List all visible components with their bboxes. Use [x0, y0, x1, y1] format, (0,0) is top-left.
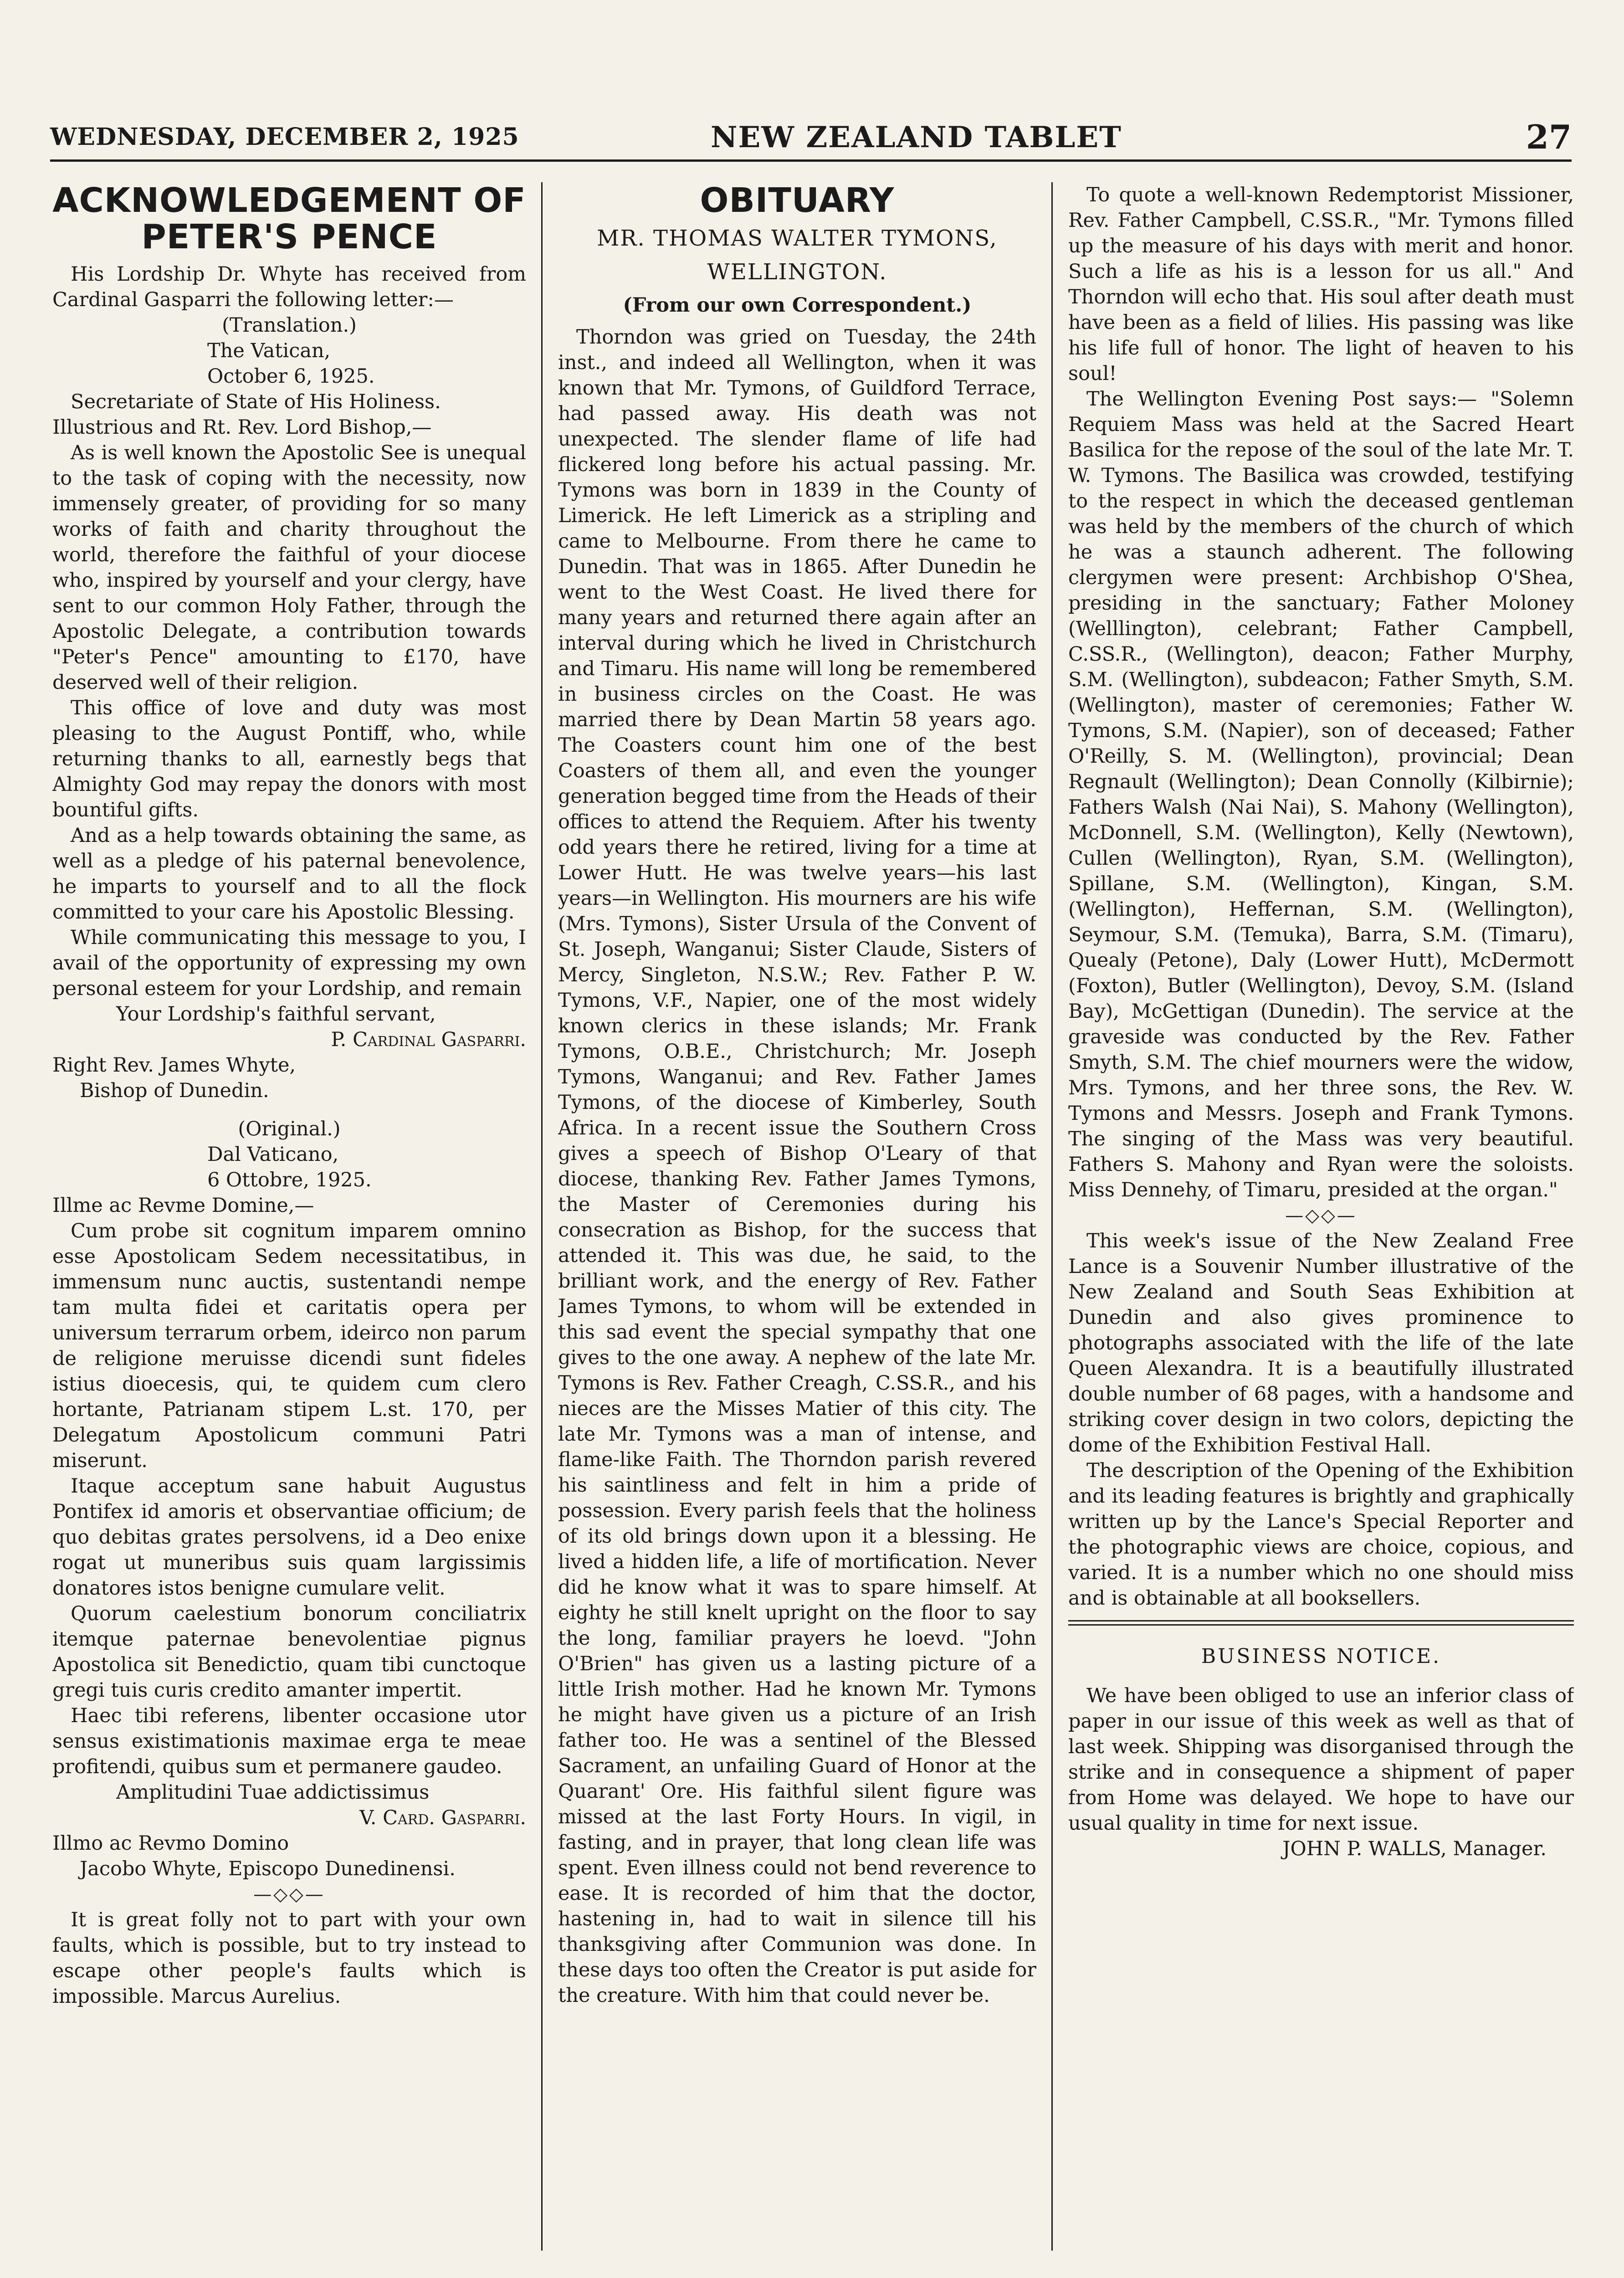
free-lance-paragraph: This week's issue of the New Zealand Free Lance is a Souvenir Number illustrative of the New Zealand and South Seas Exhibition at Dunedin and also gives prominence to photographs associated with the life of the late Queen Alexandra. It is a beautifully illustrated double number of 68 pages, with a handsome and striking cover design in two colors, depicting the dome of the Exhibition Festival Hall. — [1068, 1230, 1574, 1457]
latin-closing: Amplitudini Tuae addictissimus — [116, 1781, 430, 1804]
business-notice-body: We have been obliged to use an inferior class of paper in our issue of this week as well as that of last week. Shipping was disorganised through the strike and in consequence a shipment of paper from Home was delayed. We hope to have our usual quality in time for next issue. — [1068, 1684, 1574, 1835]
latin-paragraph: Cum probe sit cognitum imparem omnino esse Apostolicam Sedem necessitatibus, in immensum nunc auctis, sustentandi nempe tam multa fidei et caritatis opera per universum terrarum orbem, ideirco non parum de religione meruisse dicendi sunt fideles istius dioecesis, qui, te quidem cum clero hortante, Patrianam stipem L.st. 170, per Delegatum Apostolicum communi Patri miserunt. — [52, 1220, 526, 1472]
column-rule-2 — [1051, 182, 1053, 2251]
article-title-obituary: OBITUARY — [700, 182, 895, 220]
latin-signer: V. Card. Gasparri. — [359, 1806, 526, 1829]
original-place: Dal Vaticano, — [207, 1143, 339, 1166]
addressee-line: Right Rev. James Whyte, — [52, 1054, 296, 1077]
latin-addressee: Jacobo Whyte, Episcopo Dunedinensi. — [80, 1857, 456, 1880]
translation-label: (Translation.) — [222, 314, 357, 337]
intro-paragraph: His Lordship Dr. Whyte has received from Cardinal Gasparri the following letter:— — [52, 263, 526, 311]
free-lance-paragraph: The description of the Opening of the Exhibition and its leading features is brightly and graphically written up by the Lance's Special Reporter and the photographic views are choice, copious, and varied. It is a number which no one should miss and is obtainable at all booksellers. — [1068, 1459, 1574, 1610]
evening-post-paragraph: The Wellington Evening Post says:— "Solemn Requiem Mass was held at the Sacred Heart Basilica for the repose of the soul of the late Mr. T. W. Tymons. The Basilica was crowded, testifying to the respect in which the deceased gentleman was held by the members of the church of which he was a staunch adherent. The following clergymen were present: Archbishop O'Shea, presiding in the sanctuary; Father Moloney (Welllington), celebrant; Father Campbell, C.SS.R., (Wellington), deacon; Father Murphy, S.M. (Wellington), subdeacon; Father Smyth, S.M. (Wellington), master of ceremonies; Father W. Tymons, S.M. (Napier), son of deceased; Father O'Reilly, S. M. (Wellington), provincial; Dean Regnault (Wellington); Dean Connolly (Kilbirnie); Fathers Walsh (Nai Nai), S. Mahony (Wellington), McDonnell, S.M. (Wellington), Kelly (Newtown), Cullen (Wellington), Ryan, S.M. (Wellington), Spillane, S.M. (Wellington), Kingan, S.M. (Wellington), Heffernan, S.M. (Wellington), Seymour, S.M. (Temuka), Barra, S.M. (Timaru), Quealy (Petone), Daly (Lower Hutt), McDermott (Foxton), Butler (Wellington), Devoy, S.M. (Island Bay), McGettigan (Dunedin). The service at the graveside was conducted by the Rev. Father Smyth, S.M. The chief mourners were the widow, Mrs. Tymons, and her three sons, the Rev. W. Tymons and Messrs. Joseph and Frank Tymons. The singing of the Mass was very beautiful. Fathers S. Mahony and Ryan were the soloists. Miss Dennehy, of Timaru, presided at the organ." — [1068, 388, 1574, 1201]
letter-paragraph: As is well known the Apostolic See is unequal to the task of coping with the necessity, now immensely greater, of providing for so many works of faith and charity throughout the world, therefore the faithful of your diocese who, inspired by yourself and your clergy, have sent to our common Holy Father, through the Apostolic Delegate, a contribution towards "Peter's Pence" amounting to £170, have deserved well of their religion. — [52, 441, 526, 694]
original-label: (Original.) — [238, 1118, 341, 1140]
column-obituary-continued — [1068, 182, 1574, 2260]
original-date: 6 Ottobre, 1925. — [207, 1169, 372, 1191]
column-rule-1 — [541, 182, 543, 2251]
article-title-peters-pence: ACKNOWLEDGEMENT OF PETER'S PENCE — [52, 182, 526, 257]
masthead — [50, 109, 1572, 162]
letter-paragraph: This office of love and duty was most pleasing to the August Pontiff, who, while returning thanks to all, earnestly begs that Almighty God may repay the donors with most bountiful gifts. — [52, 697, 526, 821]
letter-place: The Vatican, — [207, 339, 331, 362]
addressee-line: Bishop of Dunedin. — [80, 1079, 269, 1102]
original-salutation: Illme ac Revme Domine,— — [52, 1194, 314, 1217]
page-number: 27 — [1526, 118, 1572, 156]
column-peters-pence — [52, 182, 526, 2260]
obituary-body: Thorndon was gried on Tuesday, the 24th inst., and indeed all Wellington, when it was known that Mr. Tymons, of Guildford Terrace, had passed away. His death was not unexpected. The slender flame of life had flickered long before his actual passing. Mr. Tymons was born in 1839 in the County of Limerick. He left Limerick as a stripling and came to Melbourne. From there he came to Dunedin. That was in 1865. After Dunedin he went to the West Coast. He lived there for many years and returned there again after an interval during which he lived in Christchurch and Timaru. His name will long be remembered in business circles on the Coast. He was married there by Dean Martin 58 years ago. The Coasters count him one of the best Coasters of them all, and even the younger generation begged time from the Heads of their offices to attend the Requiem. After his twenty odd years there he retired, living for a time at Lower Hutt. He was twelve years—his last years—in Wellington. His mourners are his wife (Mrs. Tymons), Sister Ursula of the Convent of St. Joseph, Wanganui; Sister Claude, Sisters of Mercy, Singleton, N.S.W.; Rev. Father P. W. Tymons, V.F., Napier, one of the most widely known clerics in these islands; Mr. Frank Tymons, O.B.E., Christchurch; Mr. Joseph Tymons, Wanganui; and Rev. Father James Tymons, of the diocese of Kimberley, South Africa. In a recent issue the Southern Cross gives a speech of Bishop O'Leary of that diocese, thanking Rev. Father James Tymons, the Master of Ceremonies during his consecration as Bishop, for the success that attended it. This was due, he said, to the brilliant work, and the energy of Rev. Father James Tymons, to whom will be extended in this sad event the special sympathy that one gives to the one away. A nephew of the late Mr. Tymons is Rev. Father Creagh, C.SS.R., and his nieces are the Misses Matier of this city. The late Mr. Tymons was a man of intense, and flame-like Faith. The Thorndon parish revered his saintliness and felt in him a pride of possession. Every parish feels that the holiness of its old brings down upon it a blessing. He lived a hidden life, a life of mortification. Never did he know what it was to spare himself. At eighty he still knelt upright on the floor to say the long, familiar prayers he loevd. "John O'Brien" has given us a lasting picture of a little Irish mother. Had he known Mr. Tymons he might have given us a picture of an Irish father too. He was a sentinel of the Blessed Sacrament, an unfailing Guard of Honor at the Quarant' Ore. His faithful silent figure was missed at the last Forty Hours. In vigil, in fasting, and in prayer, that long clean life was spent. Even illness could not bend reverence to ease. It is recorded of him that the doctor, hastening in, had to wait in silence till his thanksgiving after Communion was done. In these days too often the Creator is put aside for the creature. With him that could never be. — [558, 326, 1036, 2007]
latin-paragraph: Itaque acceptum sane habuit Augustus Pontifex id amoris et observantiae officium; de quo debitas grates persolvens, id a Deo enixe rogat ut muneribus suis quam largissimis donatores istos benigne cumulare velit. — [52, 1475, 526, 1600]
business-notice-signature: JOHN P. WALLS, Manager. — [1282, 1837, 1547, 1860]
business-notice-title: BUSINESS NOTICE. — [1201, 1645, 1441, 1668]
letter-salutation: Illustrious and Rt. Rev. Lord Bishop,— — [52, 416, 432, 439]
ornament-divider: —◇◇— — [1285, 1205, 1357, 1226]
latin-addressee: Illmo ac Revmo Domino — [52, 1832, 289, 1855]
aurelius-quote: It is great folly not to part with your own faults, which is possible, but to try instead to escape other people's faults which is impossible. Marcus Aurelius. — [52, 1909, 526, 2008]
obituary-subtitle: MR. THOMAS WALTER TYMONS, — [597, 226, 998, 251]
column-obituary — [558, 182, 1036, 2260]
letter-closing: Your Lordship's faithful servant, — [116, 1003, 436, 1026]
letter-paragraph: And as a help towards obtaining the same, as well as a pledge of his paternal benevolence, he imparts to yourself and to all the flock committed to your care his Apostolic Blessing. — [52, 824, 526, 924]
newspaper-name: NEW ZEALAND TABLET — [711, 120, 1122, 154]
letter-signer: P. Cardinal Gasparri. — [331, 1028, 526, 1051]
latin-paragraph: Quorum caelestium bonorum conciliatrix itemque paternae benevolentiae pignus Apostolica sit Benedictio, quam tibi cunctoque gregi tuis curis credito amanter impertit. — [52, 1602, 526, 1702]
obituary-continued-paragraph: To quote a well-known Redemptorist Missioner, Rev. Father Campbell, C.SS.R., "Mr. Tymons filled up the measure of his days with merit and honor. Such a life as his is a lesson for us all." And Thorndon will echo that. His soul after death must have been as a field of lilies. His passing was like his life full of honor. The light of heaven to his soul! — [1068, 184, 1574, 385]
letter-office: Secretariate of State of His Holiness. — [71, 390, 441, 413]
latin-paragraph: Haec tibi referens, libenter occasione utor sensus existimationis maximae erga te meae profitendi, quibus sum et permanere gaudeo. — [52, 1704, 526, 1778]
letter-date: October 6, 1925. — [207, 365, 375, 388]
issue-date: WEDNESDAY, DECEMBER 2, 1925 — [50, 123, 519, 151]
section-rule — [1068, 1620, 1574, 1626]
obituary-subtitle: WELLINGTON. — [707, 259, 887, 285]
ornament-divider: —◇◇— — [253, 1884, 325, 1905]
correspondent-line: (From our own Correspondent.) — [623, 294, 972, 317]
letter-paragraph: While communicating this message to you, I avail of the opportunity of expressing my own personal esteem for your Lordship, and remain — [52, 926, 526, 1000]
